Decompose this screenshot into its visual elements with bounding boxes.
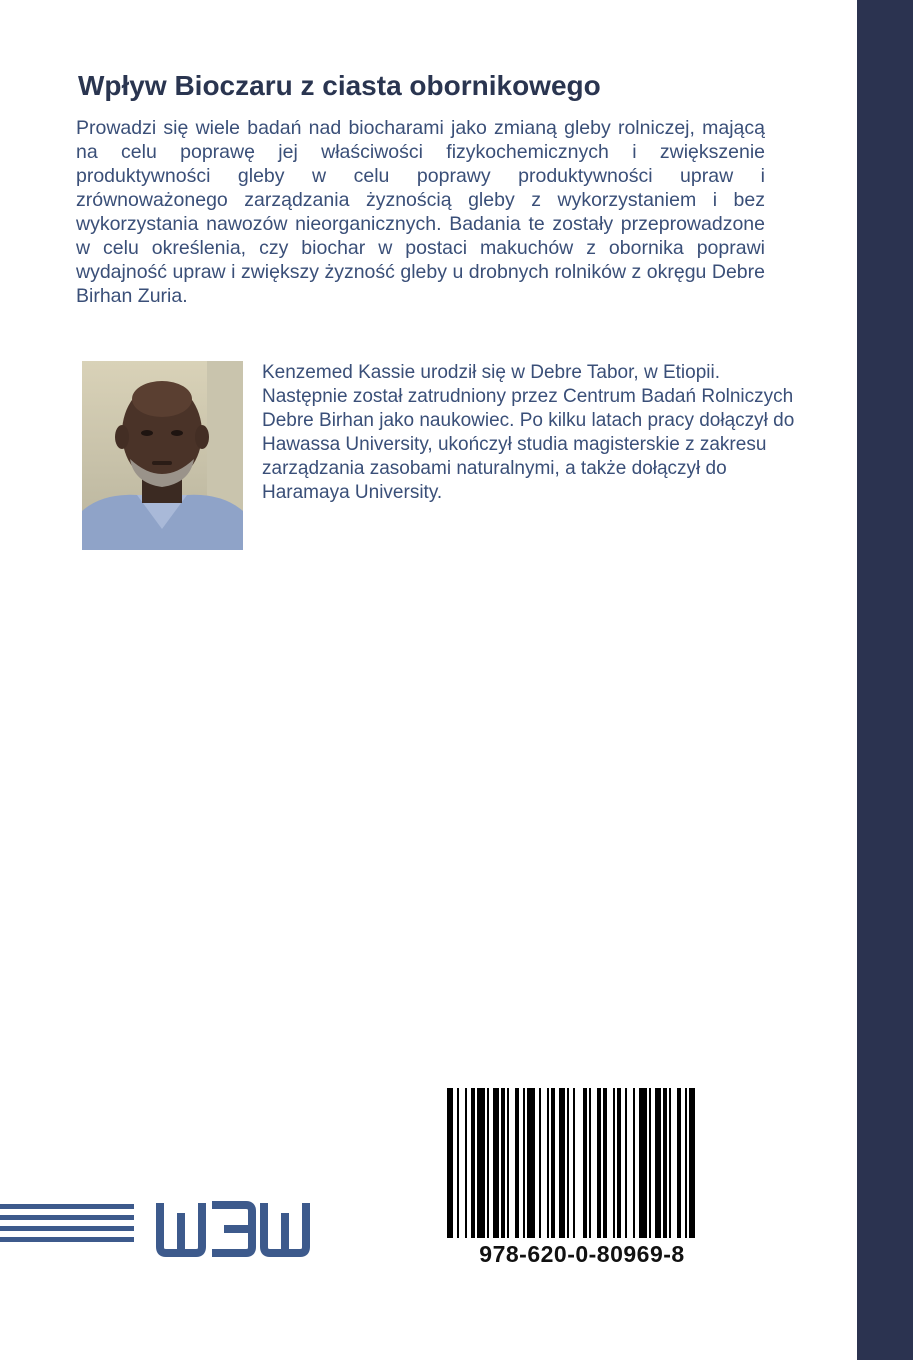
- barcode-bar: [617, 1088, 621, 1238]
- barcode-bar: [471, 1088, 475, 1238]
- barcode-bar: [685, 1088, 687, 1238]
- barcode-bar: [551, 1088, 555, 1238]
- barcode-bar: [477, 1088, 485, 1238]
- barcode-bar: [649, 1088, 651, 1238]
- barcode-bar: [639, 1088, 647, 1238]
- barcode-bar: [573, 1088, 575, 1238]
- barcode-bar: [487, 1088, 489, 1238]
- barcode-bar: [663, 1088, 667, 1238]
- barcode-bar: [589, 1088, 591, 1238]
- barcode-bar: [655, 1088, 661, 1238]
- isbn-barcode: [447, 1088, 721, 1238]
- barcode-bar: [689, 1088, 695, 1238]
- book-title: Wpływ Bioczaru z ciasta obornikowego: [78, 70, 601, 101]
- barcode-bar: [583, 1088, 587, 1238]
- barcode-bar: [523, 1088, 525, 1238]
- barcode-bar: [547, 1088, 549, 1238]
- barcode-bar: [677, 1088, 681, 1238]
- barcode-bar: [457, 1088, 459, 1238]
- author-photo: [82, 361, 243, 550]
- barcode-bar: [465, 1088, 467, 1238]
- barcode-bar: [527, 1088, 535, 1238]
- barcode-bar: [567, 1088, 569, 1238]
- barcode-bar: [559, 1088, 565, 1238]
- barcode-bar: [493, 1088, 499, 1238]
- barcode-bar: [539, 1088, 541, 1238]
- spine-band: [857, 0, 913, 1360]
- isbn-number: 978-620-0-80969-8: [479, 1241, 685, 1267]
- barcode-bar: [447, 1088, 453, 1238]
- barcode-bar: [613, 1088, 615, 1238]
- barcode-bar: [515, 1088, 519, 1238]
- author-bio: Kenzemed Kassie urodził się w Debre Tabor, w Etiopii. Następnie został zatrudniony przez Centrum Badań Rolniczych Debre Birhan jako naukowiec. Po kilku latach pracy dołączył do Hawassa University, ukończył studia magisterskie z zakresu zarządzania zasobami naturalnymi, a także dołączył do Haramaya University.: [262, 362, 795, 503]
- barcode-bar: [603, 1088, 607, 1238]
- barcode-bar: [501, 1088, 505, 1238]
- barcode-bar: [507, 1088, 509, 1238]
- barcode-bar: [625, 1088, 627, 1238]
- book-abstract: Prowadzi się wiele badań nad biocharami jako zmianą gleby rolniczej, mającą na celu poprawę jej właściwości fizykochemicznych i zwiększenie produktywności gleby w celu poprawy produktywności upraw i zrównoważonego zarządzania żyznością gleby z wykorzystaniem i bez wykorzystania nawozów nieorganicznych. Badania te zostały przeprowadzone w celu określenia, czy biochar w postaci makuchów z obornika poprawi wydajność upraw i zwiększy żyzność gleby u drobnych rolników z okręgu Debre Birhan Zuria.: [76, 117, 765, 307]
- publisher-logo: [0, 1195, 340, 1261]
- barcode-bar: [633, 1088, 635, 1238]
- barcode-bar: [597, 1088, 601, 1238]
- barcode-bar: [669, 1088, 671, 1238]
